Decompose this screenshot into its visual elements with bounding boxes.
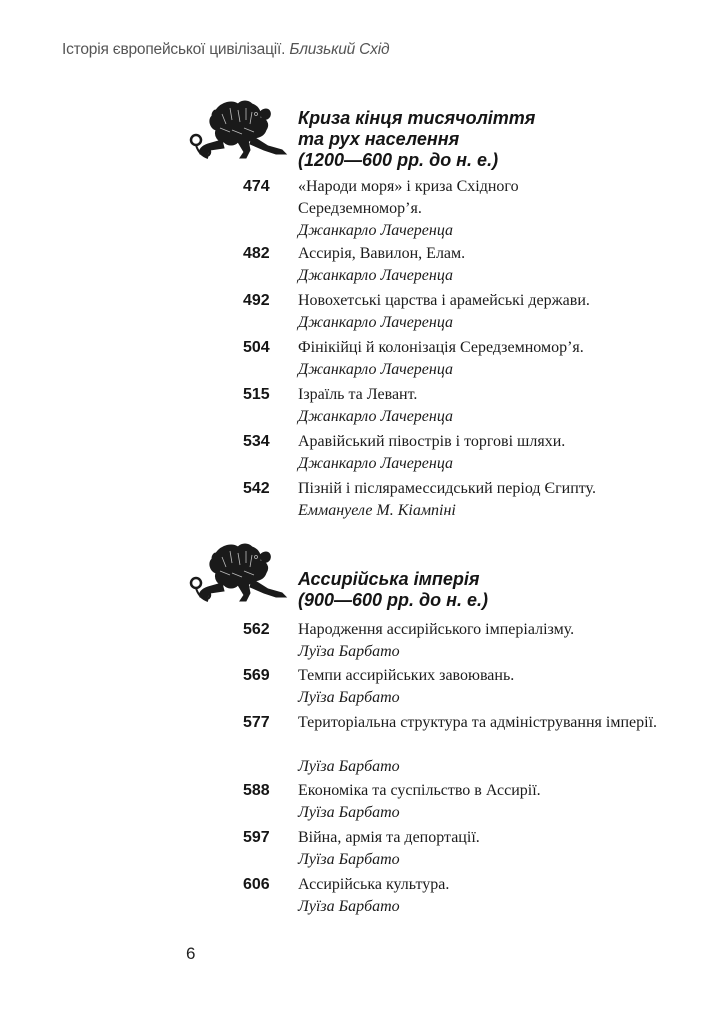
entry-title: Новохетські царства і арамейські держави. bbox=[298, 292, 590, 309]
series-title: Близький Схід bbox=[289, 41, 390, 58]
entry-title: Пізній і післярамессидський період Єгипту. bbox=[298, 480, 596, 497]
running-head bbox=[62, 41, 389, 59]
entry-page-number: 492 bbox=[243, 292, 270, 309]
entry-title: Ассирія, Вавилон, Елам. bbox=[298, 245, 466, 262]
entry-title: Народження ассирійського імперіалізму. bbox=[298, 621, 575, 638]
entry-title: Війна, армія та депортації. bbox=[298, 829, 480, 846]
entry-page-number: 534 bbox=[243, 433, 270, 450]
entry-author: Луїза Барбато bbox=[298, 851, 400, 868]
entry-page-number: 588 bbox=[243, 782, 270, 799]
entry-author: Джанкарло Лачеренца bbox=[298, 455, 454, 472]
section-title-line: та рух населення bbox=[298, 129, 460, 149]
entry-author: Джанкарло Лачеренца bbox=[298, 408, 454, 425]
entry-author: Джанкарло Лачеренца bbox=[298, 267, 454, 284]
lion-griffin-icon bbox=[186, 543, 290, 607]
entry-page-number: 597 bbox=[243, 829, 270, 846]
book-title: Історія європейської цивілізації. bbox=[62, 41, 286, 58]
section-title-line: Ассирійська імперія bbox=[298, 569, 480, 589]
entry-title: Аравійський півострів і торгові шляхи. bbox=[298, 433, 566, 450]
section-title-line: Криза кінця тисячоліття bbox=[298, 108, 536, 128]
entry-page-number: 482 bbox=[243, 245, 270, 262]
entry-page-number: 504 bbox=[243, 339, 270, 356]
section-heading bbox=[0, 543, 725, 613]
section-title-line: (1200—600 рр. до н. е.) bbox=[298, 150, 499, 170]
entry-page-number: 569 bbox=[243, 667, 270, 684]
entry-author: Джанкарло Лачеренца bbox=[298, 314, 454, 331]
section-heading bbox=[0, 100, 725, 170]
entry-author: Еммануеле М. Кіампіні bbox=[298, 502, 456, 519]
entry-title: Ассирійська культура. bbox=[298, 876, 450, 893]
entry-author: Луїза Барбато bbox=[298, 643, 400, 660]
entry-author: Луїза Барбато bbox=[298, 804, 400, 821]
entry-author: Луїза Барбато bbox=[298, 689, 400, 706]
entry-page-number: 542 bbox=[243, 480, 270, 497]
entry-author: Луїза Барбато bbox=[298, 898, 400, 915]
entry-title: Територіальна структура та адміністрування імперії. bbox=[298, 714, 658, 731]
entry-page-number: 606 bbox=[243, 876, 270, 893]
entry-title: «Народи моря» і криза Східного Середземномор’я. bbox=[298, 178, 519, 217]
entry-title: Фінікійці й колонізація Середземномор’я. bbox=[298, 339, 584, 356]
entry-title: Економіка та суспільство в Ассирії. bbox=[298, 782, 541, 799]
entry-page-number: 577 bbox=[243, 714, 270, 731]
entry-author: Луїза Барбато bbox=[298, 758, 400, 775]
entry-author: Джанкарло Лачеренца bbox=[298, 361, 454, 378]
page-number: 6 bbox=[186, 944, 196, 963]
entry-page-number: 474 bbox=[243, 178, 270, 195]
lion-griffin-icon bbox=[186, 100, 290, 164]
entry-title: Темпи ассирійських завоювань. bbox=[298, 667, 515, 684]
entry-page-number: 562 bbox=[243, 621, 270, 638]
entry-author: Джанкарло Лачеренца bbox=[298, 222, 454, 239]
entry-page-number: 515 bbox=[243, 386, 270, 403]
section-title-line: (900—600 рр. до н. е.) bbox=[298, 590, 489, 610]
entry-title: Ізраїль та Левант. bbox=[298, 386, 418, 403]
